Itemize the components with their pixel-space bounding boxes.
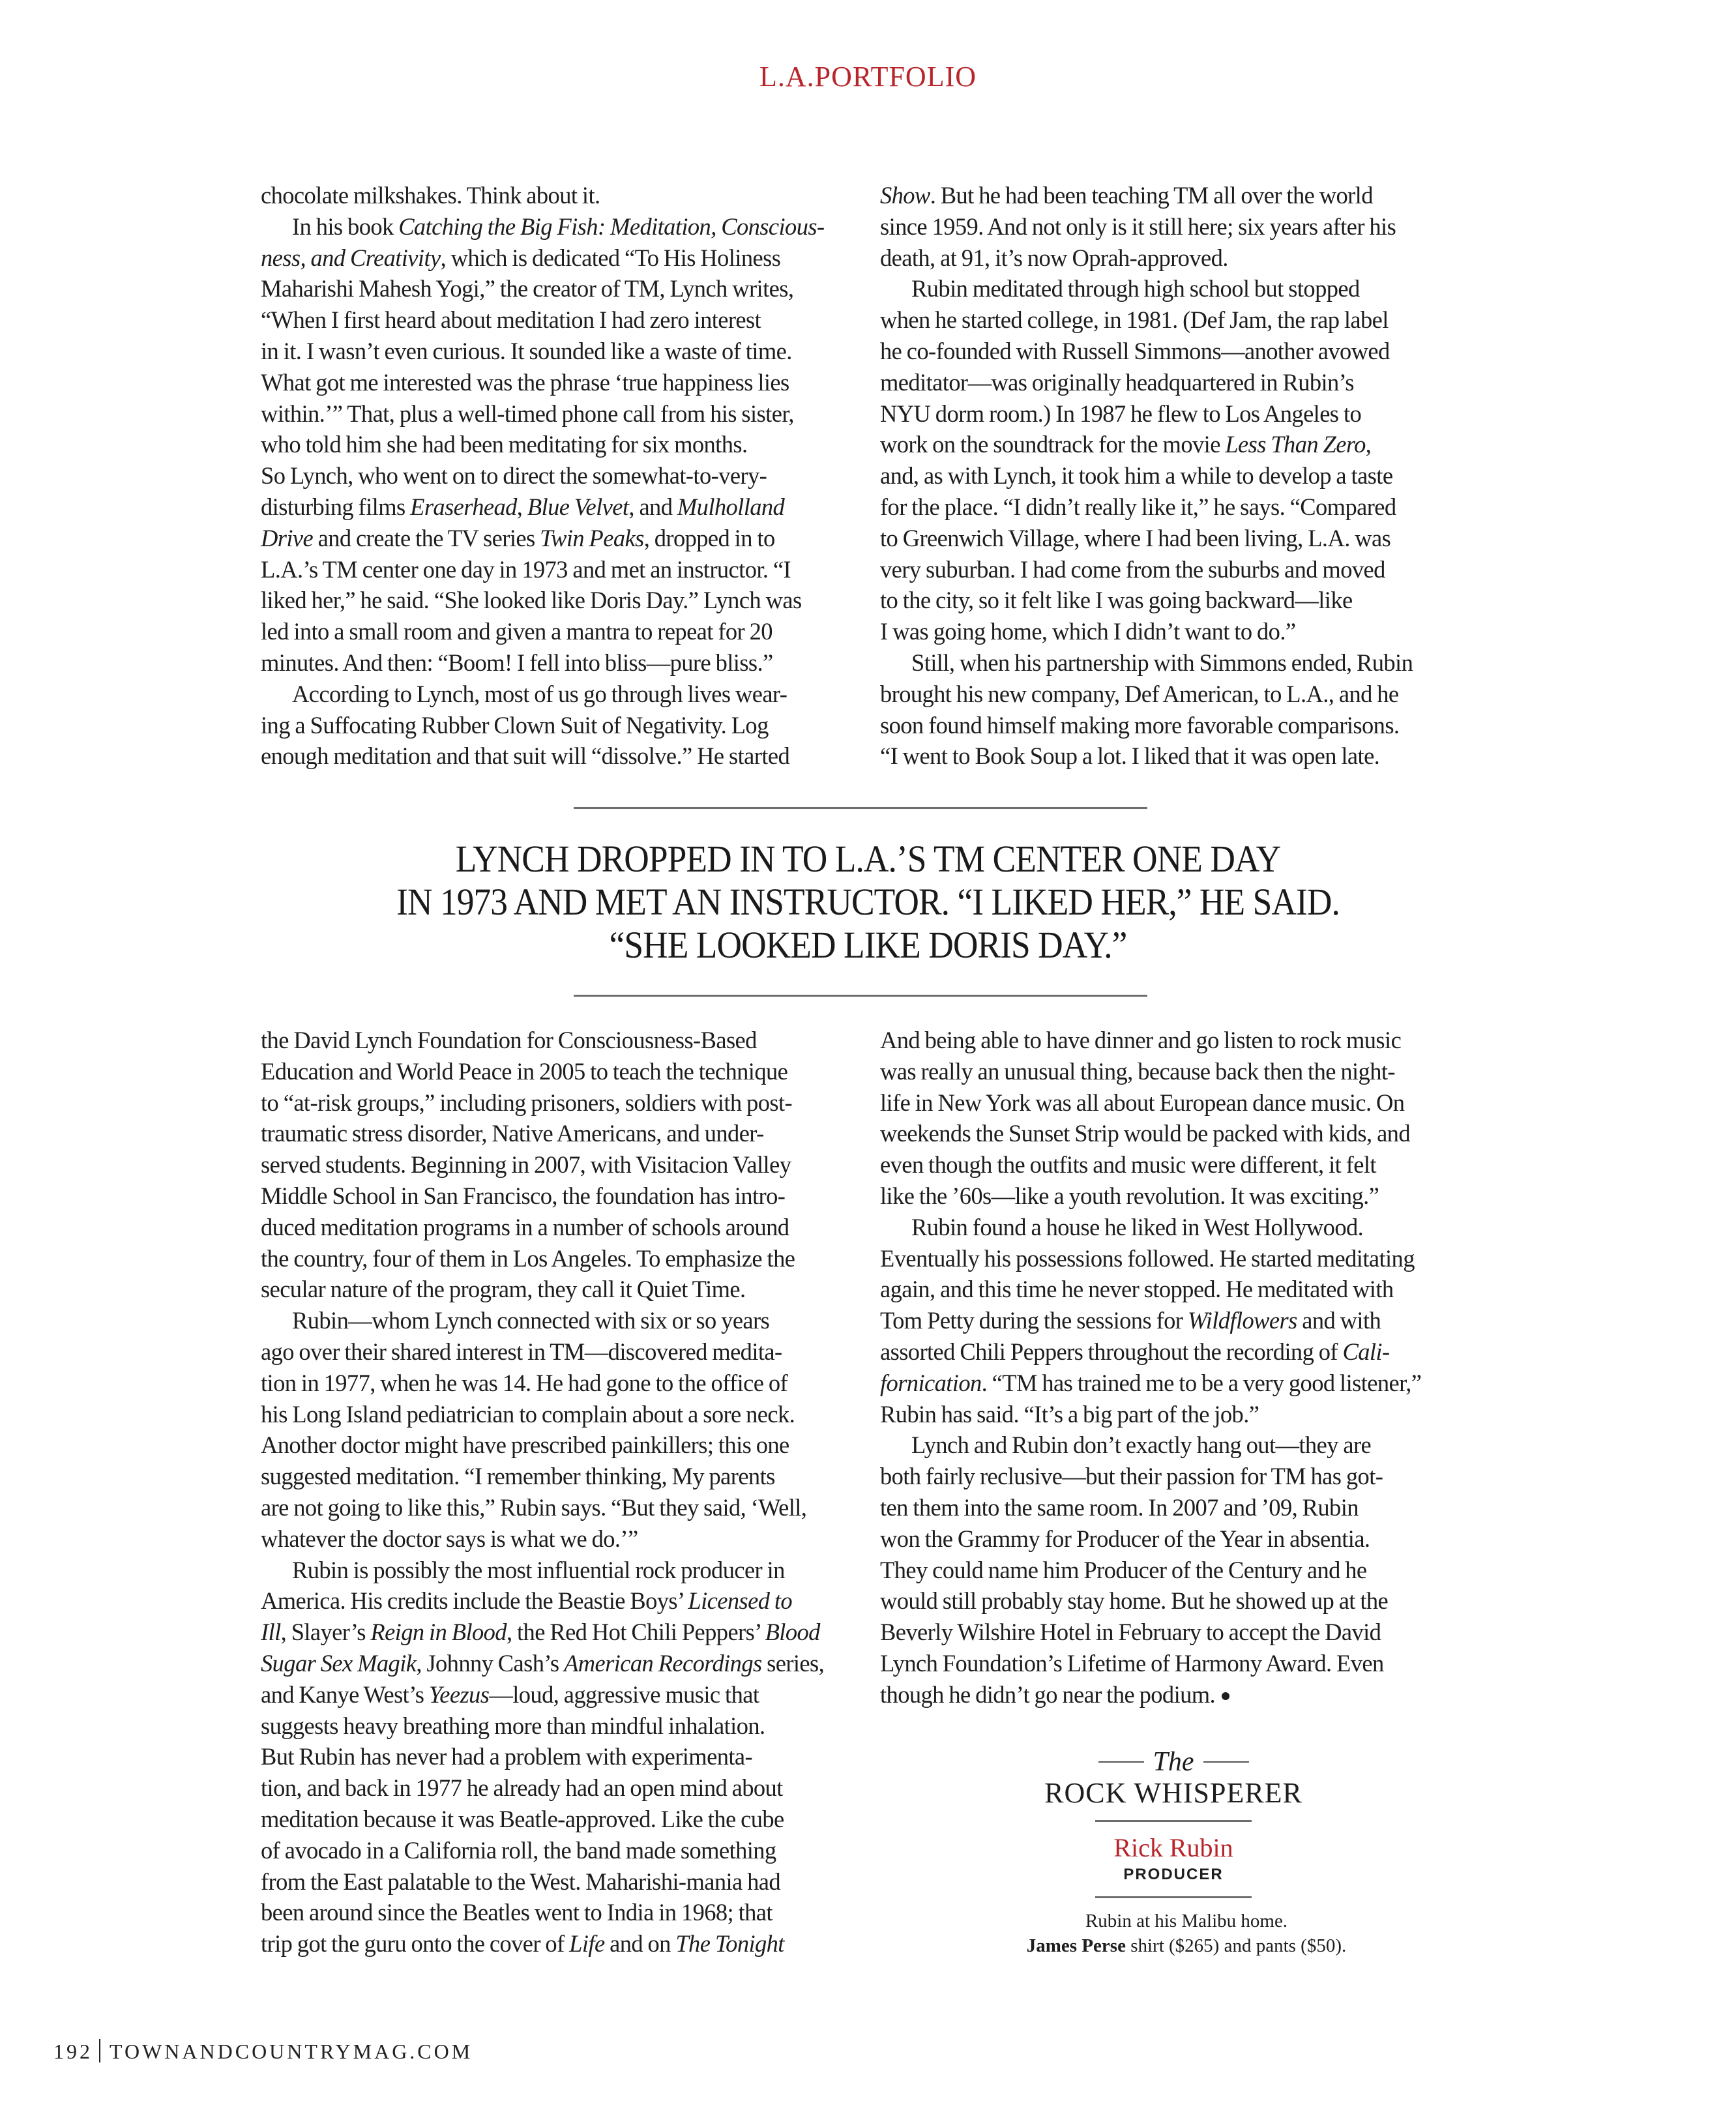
text-line: whatever the doctor says is what we do.’” <box>261 1525 638 1552</box>
text-line: Lynch and Rubin don’t exactly hang out—they are <box>911 1431 1372 1459</box>
text-line: duced meditation programs in a number of schools around <box>261 1213 789 1240</box>
text-line: his Long Island pediatrician to complain about a sore neck. <box>261 1400 795 1428</box>
text-line: like the ’60s—like a youth revolution. It was exciting.” <box>880 1182 1379 1209</box>
pull-quote-rule-top <box>574 807 1147 809</box>
pull-quote <box>250 838 1487 967</box>
text-line: suggests heavy breathing more than mindful inhalation. <box>261 1712 765 1739</box>
text-line: Sugar Sex Magik, Johnny Cash’s American Recordings series, <box>261 1649 825 1677</box>
text-line: for the place. “I didn’t really like it,” he says. “Compared <box>880 493 1396 520</box>
text-line: I was going home, which I didn’t want to do.” <box>880 618 1296 645</box>
text-line: What got me interested was the phrase ‘true happiness lies <box>261 368 789 396</box>
text-line: both fairly reclusive—but their passion for TM has got- <box>880 1463 1383 1490</box>
page-folio <box>53 2039 473 2064</box>
text-line: “I went to Book Soup a lot. I liked that it was open late. <box>880 742 1380 770</box>
text-line: Rubin is possibly the most influential rock producer in <box>292 1556 785 1583</box>
article-column-bottom-left <box>261 1025 847 1959</box>
text-line: even though the outfits and music were different, it felt <box>880 1151 1376 1179</box>
text-line: been around since the Beatles went to India in 1968; that <box>261 1899 772 1926</box>
text-line: very suburban. I had come from the suburbs and moved <box>880 555 1385 583</box>
text-line: Another doctor might have prescribed painkillers; this one <box>261 1431 789 1459</box>
text-line: to “at-risk groups,” including prisoners, soldiers with post- <box>261 1089 793 1116</box>
text-line: enough meditation and that suit will “dissolve.” He started <box>261 742 790 770</box>
text-line: when he started college, in 1981. (Def Jam, the rap label <box>880 306 1389 334</box>
text-line: within.’” That, plus a well-timed phone call from his sister, <box>261 400 794 427</box>
credit-rule <box>1095 1820 1252 1822</box>
text-line: life in New York was all about European dance music. On <box>880 1089 1405 1116</box>
text-line: disturbing films Eraserhead, Blue Velvet, and Mulholland <box>261 493 785 520</box>
text-line: Rubin meditated through high school but stopped <box>911 275 1360 302</box>
text-line: Education and World Peace in 2005 to teach the technique <box>261 1057 788 1085</box>
text-line: NYU dorm room.) In 1987 he flew to Los Angeles to <box>880 400 1362 427</box>
photo-caption <box>978 1909 1395 1958</box>
text-line: Ill, Slayer’s Reign in Blood, the Red Hot Chili Peppers’ Blood <box>261 1619 820 1646</box>
text-line: liked her,” he said. “She looked like Doris Day.” Lynch was <box>261 587 802 614</box>
text-line: And being able to have dinner and go listen to rock music <box>880 1027 1402 1053</box>
text-line: since 1959. And not only is it still here; six years after his <box>880 213 1396 240</box>
text-line: from the East palatable to the West. Maharishi-mania had <box>261 1868 781 1895</box>
text-line: Rubin found a house he liked in West Hollywood. <box>911 1213 1364 1240</box>
caption-brand: James Perse <box>1026 1935 1126 1956</box>
credit-the: The <box>1153 1747 1194 1777</box>
text-line: traumatic stress disorder, Native Americans, and under- <box>261 1120 764 1147</box>
pull-quote-line: LYNCH DROPPED IN TO L.A.’S TM CENTER ONE DAY <box>455 838 1281 880</box>
article-text <box>880 1025 1467 1710</box>
text-line: Beverly Wilshire Hotel in February to accept the David <box>880 1619 1381 1646</box>
text-line: the country, four of them in Los Angeles. To emphasize the <box>261 1244 795 1272</box>
article-column-top-left <box>261 180 847 772</box>
text-line: L.A.’s TM center one day in 1973 and met an instructor. “I <box>261 555 791 583</box>
text-line: was really an unusual thing, because back then the night- <box>880 1057 1395 1085</box>
text-line: the David Lynch Foundation for Consciousness-Based <box>261 1027 757 1053</box>
subject-credit-box <box>1017 1747 1330 1909</box>
decorative-dash <box>1203 1761 1249 1763</box>
text-line: again, and this time he never stopped. He meditated with <box>880 1276 1394 1303</box>
text-line: Maharishi Mahesh Yogi,” the creator of TM, Lynch writes, <box>261 275 794 302</box>
text-line: Lynch Foundation’s Lifetime of Harmony Award. Even <box>880 1649 1384 1677</box>
credit-the-row <box>1017 1747 1330 1777</box>
text-line: trip got the guru onto the cover of Life and on The Tonight <box>261 1930 784 1958</box>
folio-divider <box>99 2039 100 2062</box>
end-mark-icon <box>1222 1692 1229 1700</box>
text-line: America. His credits include the Beastie Boys’ Licensed to <box>261 1587 793 1615</box>
caption-prices: shirt ($265) and pants ($50). <box>1125 1935 1347 1956</box>
text-line: Middle School in San Francisco, the foundation has intro- <box>261 1182 786 1209</box>
text-line: soon found himself making more favorable comparisons. <box>880 711 1400 739</box>
text-line: in it. I wasn’t even curious. It sounded like a waste of time. <box>261 337 792 364</box>
text-line: and Kanye West’s Yeezus—loud, aggressive music that <box>261 1680 759 1708</box>
text-line: tion in 1977, when he was 14. He had gone to the office of <box>261 1369 788 1396</box>
text-line: meditator—was originally headquartered in Rubin’s <box>880 368 1354 396</box>
text-line: meditation because it was Beatle-approved. Like the cube <box>261 1805 784 1832</box>
article-column-bottom-right <box>880 1025 1467 1710</box>
text-line: who told him she had been meditating for six months. <box>261 431 748 458</box>
site-url[interactable]: TOWNANDCOUNTRYMAG.COM <box>110 2040 473 2063</box>
text-line: won the Grammy for Producer of the Year in absentia. <box>880 1525 1370 1552</box>
text-line: and, as with Lynch, it took him a while to develop a taste <box>880 462 1393 490</box>
text-line: Rubin has said. “It’s a big part of the job.” <box>880 1400 1259 1428</box>
decorative-dash <box>1098 1761 1144 1763</box>
text-line: of avocado in a California roll, the band made something <box>261 1836 776 1864</box>
article-text <box>261 1025 847 1959</box>
text-line: secular nature of the program, they call it Quiet Time. <box>261 1276 746 1303</box>
text-line: ago over their shared interest in TM—discovered medita- <box>261 1338 782 1365</box>
text-line: would still probably stay home. But he showed up at the <box>880 1587 1389 1615</box>
text-line: They could name him Producer of the Century and he <box>880 1556 1367 1583</box>
text-line: brought his new company, Def American, to L.A., and he <box>880 680 1399 707</box>
pull-quote-rule-bottom <box>574 995 1147 997</box>
text-line: to the city, so it felt like I was going backward—like <box>880 587 1353 614</box>
subject-name: Rick Rubin <box>1113 1833 1233 1862</box>
text-line: though he didn’t go near the podium. <box>880 1679 1467 1710</box>
article-text <box>880 180 1467 772</box>
text-line: assorted Chili Peppers throughout the recording of Cali- <box>880 1338 1390 1365</box>
credit-rule <box>1095 1896 1252 1898</box>
text-line: Tom Petty during the sessions for Wildflowers and with <box>880 1307 1381 1334</box>
text-line: death, at 91, it’s now Oprah-approved. <box>880 244 1228 271</box>
text-line: ten them into the same room. In 2007 and ’09, Rubin <box>880 1493 1359 1521</box>
subject-role: PRODUCER <box>1123 1866 1224 1883</box>
page-number: 192 <box>53 2040 93 2063</box>
text-line: are not going to like this,” Rubin says. “But they said, ‘Well, <box>261 1493 807 1521</box>
text-line: Drive and create the TV series Twin Peaks, dropped in to <box>261 524 775 551</box>
text-line: he co-founded with Russell Simmons—another avowed <box>880 337 1390 364</box>
text-line: served students. Beginning in 2007, with Visitacion Valley <box>261 1151 791 1179</box>
text-line: But Rubin has never had a problem with experimenta- <box>261 1743 753 1770</box>
text-line: suggested meditation. “I remember thinking, My parents <box>261 1463 775 1490</box>
text-line: Eventually his possessions followed. He started meditating <box>880 1244 1415 1272</box>
text-line: Still, when his partnership with Simmons ended, Rubin <box>911 649 1413 676</box>
caption-line-2 <box>978 1933 1395 1958</box>
article-column-top-right <box>880 180 1467 772</box>
text-line: work on the soundtrack for the movie Less Than Zero, <box>880 431 1372 458</box>
text-line: chocolate milkshakes. Think about it. <box>261 182 600 209</box>
text-line: “When I first heard about meditation I had zero interest <box>261 306 761 334</box>
section-header: L.A.PORTFOLIO <box>759 61 977 93</box>
text-line: Show. But he had been teaching TM all over the world <box>880 182 1373 209</box>
pull-quote-line: IN 1973 AND MET AN INSTRUCTOR. “I LIKED HER,” HE SAID. <box>396 881 1340 923</box>
text-line: tion, and back in 1977 he already had an open mind about <box>261 1774 783 1802</box>
credit-title: ROCK WHISPERER <box>1044 1777 1302 1809</box>
text-line: ing a Suffocating Rubber Clown Suit of Negativity. Log <box>261 711 769 739</box>
text-line: weekends the Sunset Strip would be packed with kids, and <box>880 1120 1410 1147</box>
text-line: According to Lynch, most of us go through lives wear- <box>292 680 787 707</box>
text-line: minutes. And then: “Boom! I fell into bliss—pure bliss.” <box>261 649 773 676</box>
text-line: ness, and Creativity, which is dedicated “To His Holiness <box>261 244 781 271</box>
text-line: led into a small room and given a mantra to repeat for 20 <box>261 618 772 645</box>
pull-quote-line: “SHE LOOKED LIKE DORIS DAY.” <box>609 924 1127 966</box>
text-line: to Greenwich Village, where I had been living, L.A. was <box>880 524 1391 551</box>
article-text <box>261 180 847 772</box>
caption-line-1: Rubin at his Malibu home. <box>1085 1911 1288 1931</box>
text-line: So Lynch, who went on to direct the somewhat-to-very- <box>261 462 767 490</box>
text-line: In his book Catching the Big Fish: Meditation, Conscious- <box>292 213 825 240</box>
text-line: fornication. “TM has trained me to be a very good listener,” <box>880 1369 1422 1396</box>
text-line: Rubin—whom Lynch connected with six or so years <box>292 1307 770 1334</box>
